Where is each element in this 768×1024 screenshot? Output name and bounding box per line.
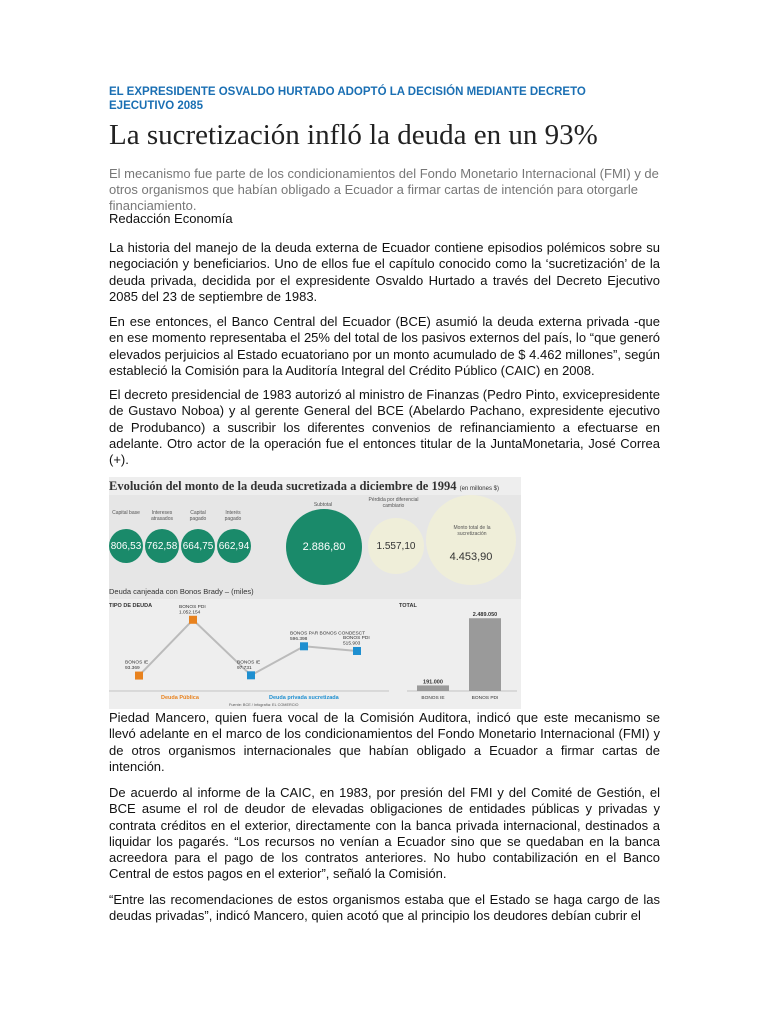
paragraph: “Entre las recomendaciones de estos organismos estaba que el Estado se haga cargo de las deudas privadas”, indicó Mancero, quien acotó que al principio los deudores debían cubrir el xyxy=(109,892,660,924)
paragraph: El decreto presidencial de 1983 autorizó al ministro de Finanzas (Pedro Pinto, exvicepresidente de Gustavo Noboa) y al gerente General del BCE (Abelardo Pachano, expresidente ejecutivo de Produbanco) a suscribir los diferentes convenios de refinanciamiento a efectuarse en adelante. Otro actor de la operación fue el entonces titular de la JuntaMonetaria, José Correa (+). xyxy=(109,387,660,468)
point-label: BONOS IE 97.731 xyxy=(237,660,261,671)
bar-value-label: 191.000 xyxy=(423,679,443,686)
bar-value-label: 2.489.050 xyxy=(472,612,498,619)
article-subtitle: El mecanismo fue parte de los condicionamientos del Fondo Monetario Internacional (FMI) y de otros organismos que habían obligado a Ecuador a firmar cartas de intención para otorgarle financiamiento. xyxy=(109,166,659,213)
circle-label: Monto total de la sucretización xyxy=(453,525,491,537)
data-point xyxy=(353,647,361,655)
paragraph: La historia del manejo de la deuda externa de Ecuador contiene episodios polémicos sobre su negociación y beneficiarios. Uno de ellos fue el capítulo conocido como la ‘sucretización’ de la deuda privada, decidida por el expresidente Osvaldo Hurtado a través del Decreto Ejecutivo 2085 del 23 de septiembre de 1983. xyxy=(109,240,660,304)
point-label: BONOS PDI 1.052.154 xyxy=(179,604,206,616)
bar-category-label: BONOS IE xyxy=(421,696,445,701)
bar xyxy=(417,685,449,691)
brady-line-chart xyxy=(109,599,389,703)
article-kicker: EL EXPRESIDENTE OSVALDO HURTADO ADOPTÓ LA DECISIÓN MEDIANTE DECRETO EJECUTIVO 2085 xyxy=(109,86,586,112)
group-label: Deuda privada sucretizada xyxy=(269,695,339,701)
brady-total-bar-chart xyxy=(399,599,521,703)
article-byline: Redacción Economía xyxy=(109,211,233,226)
data-point xyxy=(189,616,197,624)
infographic-credit: Fuente: BCE / Infografía: EL COMERCIO xyxy=(229,703,299,707)
circle-label: Pérdida por diferencial cambiario xyxy=(368,497,419,509)
circle-label: Intereses atrasados xyxy=(151,510,173,522)
circle-capital-base: 806,53 xyxy=(109,529,143,563)
circle-label: Capital base xyxy=(112,510,140,516)
circle-label: Subtotal xyxy=(313,502,333,508)
brady-title: Deuda canjeada con Bonos Brady – (miles) xyxy=(109,587,254,596)
point-label: BONOS PAR BONOS CONDESCT 596.398 xyxy=(290,631,366,642)
data-point xyxy=(247,671,255,679)
circle-capital-pagado: 664,75 xyxy=(181,529,215,563)
data-point xyxy=(300,642,308,650)
infographic xyxy=(109,477,521,709)
circle-interes-pagado: 662,94 xyxy=(217,529,251,563)
circle-perdida: 1.557,10 xyxy=(368,518,424,574)
circle-monto-total: 4.453,90 xyxy=(426,495,516,585)
point-label: BONOS IE 93.369 xyxy=(125,660,149,672)
article-title: La sucretización infló la deuda en un 93% xyxy=(109,119,598,151)
circle-label: Capital pagado xyxy=(189,510,207,522)
bar xyxy=(469,618,501,691)
bar-category-label: BONOS PDI xyxy=(471,696,499,701)
circle-subtotal: 2.886,80 xyxy=(286,509,362,585)
data-point xyxy=(135,672,143,680)
paragraph: En ese entonces, el Banco Central del Ecuador (BCE) asumió la deuda externa privada -que en ese momento representaba el 25% del total de los pasivos externos del país, lo “que generó elevados perjuicios al Estado ecuatoriano por un monto acumulado de $ 4.462 millones”, según estableció la Comisión para la Auditoría Integral del Crédito Público (CAIC) en 2008. xyxy=(109,314,660,378)
paragraph: De acuerdo al informe de la CAIC, en 1983, por presión del FMI y del Comité de Gestión, el BCE asume el rol de deudor de elevadas obligaciones de entidades públicas y privadas y contrata créditos en el exterior, directamente con la banca privada internacional, destinados a liquidar los pagarés. “Los recursos no venían a Ecuador sino que se quedaban en la banca acreedora para el pago de los contratos anteriores. No hubo contabilización en el Banco Central de estos pagos en el exterior”, señaló la Comisión. xyxy=(109,785,660,882)
group-label: Deuda Pública xyxy=(161,695,199,701)
paragraph: Piedad Mancero, quien fuera vocal de la Comisión Auditora, indicó que este mecanismo se llevó adelante en el marco de los condicionamientos del Fondo Monetario Internacional (FMI) y de otros organismos internacionales que habían obligado a Ecuador a firmar cartas de intención. xyxy=(109,710,660,774)
circle-label: Interés pagado xyxy=(224,510,242,522)
circle-intereses: 762,58 xyxy=(145,529,179,563)
bar-chart-title: TOTAL xyxy=(399,603,417,609)
point-label: BONOS PDI 515.903 xyxy=(343,635,370,647)
infographic-title: Evolución del monto de la deuda sucretizada a diciembre de 1994 (en millones $) xyxy=(109,479,499,493)
x-axis-label: TIPO DE DEUDA xyxy=(109,603,153,609)
